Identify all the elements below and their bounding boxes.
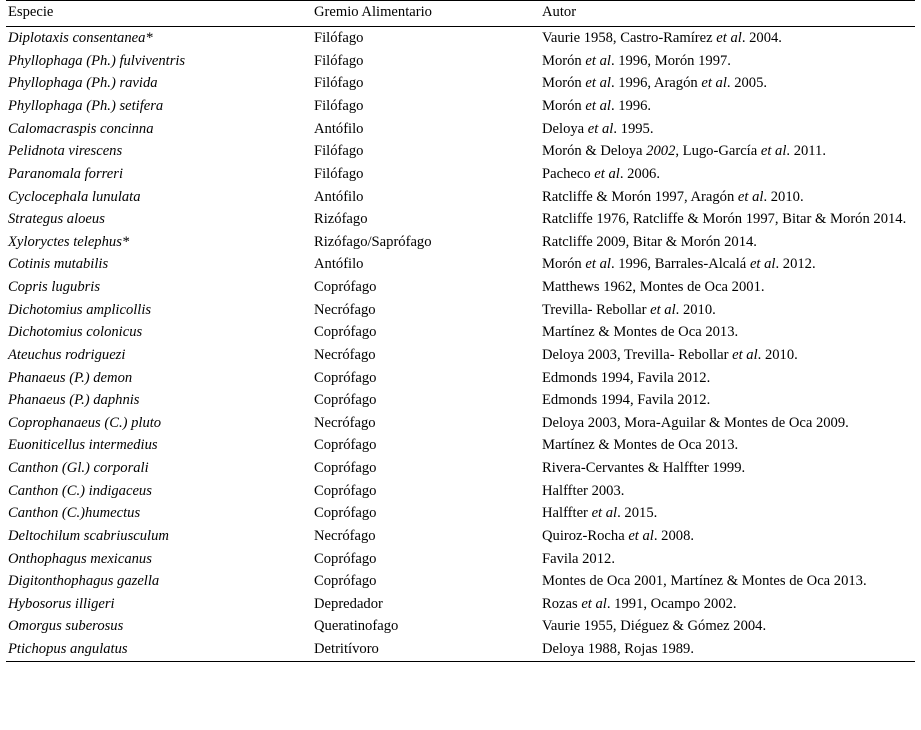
cell-author: Vaurie 1958, Castro-Ramírez et al. 2004. — [542, 30, 782, 47]
cell-author: Matthews 1962, Montes de Oca 2001. — [542, 279, 765, 296]
species-name: Xyloryctes telephus* — [8, 233, 130, 250]
cell-guild: Antófilo — [314, 256, 364, 273]
cell-guild: Depredador — [314, 595, 383, 612]
cell-species — [6, 502, 312, 525]
species-name: Hybosorus illigeri — [8, 595, 115, 612]
species-name: Canthon (Gl.) corporali — [8, 460, 149, 477]
cell-author: Deloya 2003, Mora-Aguilar & Montes de Oca 2009. — [542, 414, 849, 431]
cell-guild: Coprófago — [314, 437, 377, 454]
cell-guild: Coprófago — [314, 324, 377, 341]
cell-species — [6, 27, 312, 50]
cell-species — [6, 253, 312, 276]
table-header-row — [6, 1, 915, 27]
cell-author: Ratcliffe 1976, Ratcliffe & Morón 1997, Bitar & Morón 2014. — [542, 211, 907, 228]
species-name: Canthon (C.)humectus — [8, 505, 141, 522]
table-row — [6, 163, 915, 186]
cell-species — [6, 615, 312, 638]
cell-species — [6, 366, 312, 389]
table-row — [6, 299, 915, 322]
table-row — [6, 253, 915, 276]
species-name: Coprophanaeus (C.) pluto — [8, 414, 162, 431]
cell-species — [6, 299, 312, 322]
cell-guild: Filófago — [314, 52, 364, 69]
table-row — [6, 276, 915, 299]
cell-species — [6, 321, 312, 344]
table-row — [6, 389, 915, 412]
cell-species — [6, 389, 312, 412]
cell-species — [6, 50, 312, 73]
cell-guild: Necrófago — [314, 346, 376, 363]
species-name: Dichotomius amplicollis — [8, 301, 152, 318]
cell-guild: Queratinofago — [314, 618, 399, 635]
cell-species — [6, 344, 312, 367]
cell-author: Ratcliffe & Morón 1997, Aragón et al. 2010. — [542, 188, 804, 205]
table-body — [6, 27, 915, 662]
cell-author: Morón et al. 1996, Aragón et al. 2005. — [542, 75, 768, 92]
cell-species — [6, 593, 312, 616]
cell-guild: Coprófago — [314, 573, 377, 590]
cell-guild: Rizófago/Saprófago — [314, 233, 432, 250]
table-row — [6, 615, 915, 638]
cell-author: Martínez & Montes de Oca 2013. — [542, 437, 739, 454]
table-row — [6, 72, 915, 95]
cell-author: Pacheco et al. 2006. — [542, 165, 660, 182]
table-row — [6, 95, 915, 118]
species-name: Ptichopus angulatus — [8, 641, 128, 658]
table-row — [6, 593, 915, 616]
cell-guild: Coprófago — [314, 279, 377, 296]
cell-author: Trevilla- Rebollar et al. 2010. — [542, 301, 716, 318]
table-row — [6, 231, 915, 254]
species-name: Dichotomius colonicus — [8, 324, 143, 341]
species-table — [6, 0, 915, 662]
species-name: Ateuchus rodriguezi — [8, 346, 126, 363]
cell-guild: Coprófago — [314, 505, 377, 522]
cell-guild: Coprófago — [314, 550, 377, 567]
cell-author: Edmonds 1994, Favila 2012. — [542, 369, 711, 386]
species-name: Copris lugubris — [8, 279, 101, 296]
column-header-gremio: Gremio Alimentario — [312, 1, 540, 27]
species-name: Phanaeus (P.) daphnis — [8, 392, 140, 409]
cell-author: Martínez & Montes de Oca 2013. — [542, 324, 739, 341]
table-row — [6, 412, 915, 435]
cell-species — [6, 163, 312, 186]
species-name: Digitonthophagus gazella — [8, 573, 160, 590]
column-header-autor: Autor — [540, 1, 915, 27]
cell-author: Rozas et al. 1991, Ocampo 2002. — [542, 595, 737, 612]
cell-guild: Necrófago — [314, 414, 376, 431]
cell-species — [6, 434, 312, 457]
table-row — [6, 366, 915, 389]
cell-author: Deloya et al. 1995. — [542, 120, 654, 137]
cell-guild: Antófilo — [314, 188, 364, 205]
species-name: Omorgus suberosus — [8, 618, 124, 635]
species-name: Deltochilum scabriusculum — [8, 527, 169, 544]
cell-guild: Filófago — [314, 98, 364, 115]
cell-guild: Necrófago — [314, 527, 376, 544]
cell-species — [6, 185, 312, 208]
cell-guild: Rizófago — [314, 211, 368, 228]
species-name: Calomacraspis concinna — [8, 120, 154, 137]
cell-author: Quiroz-Rocha et al. 2008. — [542, 527, 695, 544]
cell-guild: Coprófago — [314, 369, 377, 386]
cell-guild: Coprófago — [314, 460, 377, 477]
table-row — [6, 638, 915, 662]
cell-author: Ratcliffe 2009, Bitar & Morón 2014. — [542, 233, 757, 250]
table-row — [6, 50, 915, 73]
table-row — [6, 457, 915, 480]
cell-species — [6, 638, 312, 662]
cell-species — [6, 118, 312, 141]
cell-guild: Filófago — [314, 165, 364, 182]
cell-author: Favila 2012. — [542, 550, 615, 567]
cell-guild: Necrófago — [314, 301, 376, 318]
cell-author: Halffter 2003. — [542, 482, 625, 499]
cell-author: Morón et al. 1996, Morón 1997. — [542, 52, 731, 69]
cell-author: Rivera-Cervantes & Halffter 1999. — [542, 460, 746, 477]
table-row — [6, 140, 915, 163]
table-row — [6, 208, 915, 231]
cell-author: Halffter et al. 2015. — [542, 505, 658, 522]
table-row — [6, 502, 915, 525]
table-row — [6, 480, 915, 503]
cell-guild: Filófago — [314, 143, 364, 160]
table-row — [6, 570, 915, 593]
column-header-especie: Especie — [6, 1, 312, 27]
cell-author: Deloya 2003, Trevilla- Rebollar et al. 2010. — [542, 346, 798, 363]
cell-species — [6, 276, 312, 299]
cell-species — [6, 140, 312, 163]
cell-species — [6, 208, 312, 231]
table-header — [6, 1, 915, 27]
table-row — [6, 547, 915, 570]
cell-guild: Coprófago — [314, 392, 377, 409]
cell-guild: Detritívoro — [312, 638, 540, 662]
cell-author: Montes de Oca 2001, Martínez & Montes de Oca 2013. — [542, 573, 867, 590]
cell-species — [6, 412, 312, 435]
species-name: Strategus aloeus — [8, 211, 105, 228]
table-row — [6, 344, 915, 367]
cell-species — [6, 547, 312, 570]
table-row — [6, 434, 915, 457]
species-name: Canthon (C.) indigaceus — [8, 482, 152, 499]
species-name: Cyclocephala lunulata — [8, 188, 141, 205]
table-row — [6, 118, 915, 141]
species-name: Phyllophaga (Ph.) setifera — [8, 98, 164, 115]
cell-species — [6, 231, 312, 254]
cell-author: Morón et al. 1996. — [542, 98, 652, 115]
cell-guild: Filófago — [314, 30, 364, 47]
cell-author: Edmonds 1994, Favila 2012. — [542, 392, 711, 409]
species-name: Cotinis mutabilis — [8, 256, 109, 273]
table-row — [6, 321, 915, 344]
species-name: Onthophagus mexicanus — [8, 550, 152, 567]
cell-species — [6, 570, 312, 593]
cell-species — [6, 480, 312, 503]
species-name: Phyllophaga (Ph.) fulviventris — [8, 52, 186, 69]
table-row — [6, 27, 915, 50]
cell-species — [6, 525, 312, 548]
species-name: Pelidnota virescens — [8, 143, 123, 160]
species-name: Euoniticellus intermedius — [8, 437, 158, 454]
table-row — [6, 185, 915, 208]
cell-guild: Coprófago — [314, 482, 377, 499]
cell-species — [6, 72, 312, 95]
species-name: Phyllophaga (Ph.) ravida — [8, 75, 158, 92]
cell-author: Deloya 1988, Rojas 1989. — [540, 638, 915, 662]
cell-species — [6, 457, 312, 480]
cell-author: Morón et al. 1996, Barrales-Alcalá et al. 2012. — [542, 256, 816, 273]
cell-guild: Filófago — [314, 75, 364, 92]
cell-author: Vaurie 1955, Diéguez & Gómez 2004. — [542, 618, 767, 635]
cell-species — [6, 95, 312, 118]
species-name: Diplotaxis consentanea* — [8, 30, 153, 47]
species-name: Paranomala forreri — [8, 165, 123, 182]
species-name: Phanaeus (P.) demon — [8, 369, 133, 386]
cell-guild: Antófilo — [314, 120, 364, 137]
cell-author: Morón & Deloya 2002, Lugo-García et al. 2011. — [542, 143, 826, 160]
table-row — [6, 525, 915, 548]
